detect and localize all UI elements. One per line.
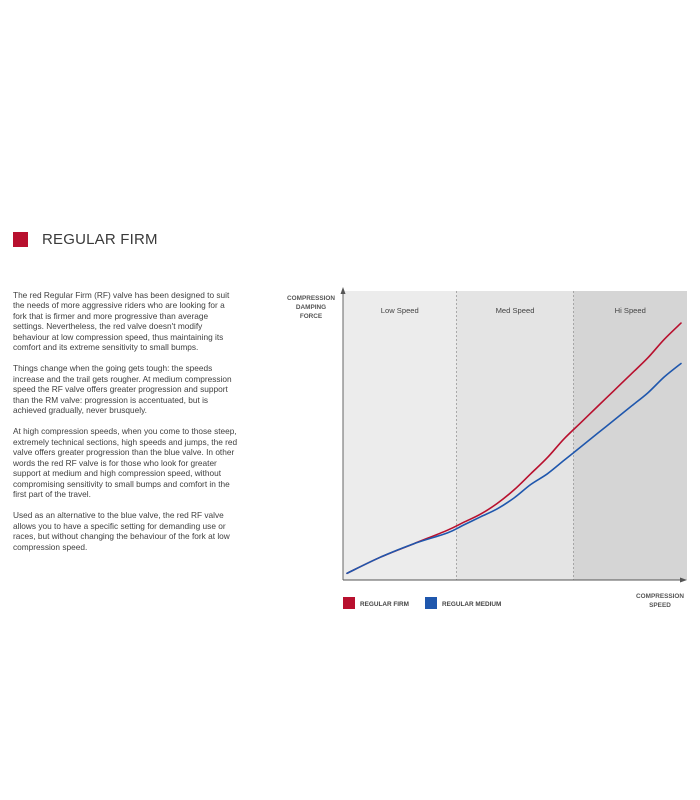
page-title: REGULAR FIRM <box>42 230 158 248</box>
x-axis-label-line-1: COMPRESSION <box>636 593 684 600</box>
y-axis-label-line-1: COMPRESSION <box>287 295 335 302</box>
zone-label-1: Low Speed <box>380 306 419 315</box>
y-axis-label-line-2: DAMPING <box>295 304 327 311</box>
legend-label-2: REGULAR MEDIUM <box>442 601 502 608</box>
zone-2-background <box>457 291 574 580</box>
paragraph-2: Things change when the going gets tough: the speeds increase and the trail gets rougher. At medium compression speed the RF valve offers greater progression and support than the RM valve: progression is accentuated, but is achieved gradually, never brusquely. <box>13 363 232 416</box>
paragraph-4: Used as an alternative to the blue valve, the red RF valve allows you to have a specific setting for demanding use or races, but without changing the behaviour of the fork at low compression speed. <box>13 510 230 552</box>
legend-swatch-2 <box>425 597 437 609</box>
paragraph-1: The red Regular Firm (RF) valve has been designed to suit the needs of more aggressive riders who are looking for a fork that is firmer and more progressive than average settings. Nevertheless, the red valve doesn't modify behaviour at low compression speed, thus maintaining its comfort and its extreme sensitivity to small bumps. <box>13 290 230 353</box>
speed-zones <box>343 291 687 580</box>
x-axis-label-line-2: SPEED <box>649 602 671 609</box>
legend <box>343 597 501 609</box>
zone-1-background <box>343 291 457 580</box>
legend-label-1: REGULAR FIRM <box>360 601 409 608</box>
y-axis-arrow-icon <box>341 287 346 294</box>
y-axis-label-line-3: FORCE <box>299 313 323 320</box>
legend-swatch-1 <box>343 597 355 609</box>
paragraph-3: At high compression speeds, when you come to those steep, extremely technical sections, high speeds and jumps, the red valve offers greater progression than the blue valve. In other words the red RF valve is for those who look for greater support at medium and high compression speed, without compromising sensitivity to small bumps and comfort in the first part of the travel. <box>13 426 238 499</box>
zone-label-2: Med Speed <box>495 306 535 315</box>
zone-label-3: Hi Speed <box>614 306 646 315</box>
